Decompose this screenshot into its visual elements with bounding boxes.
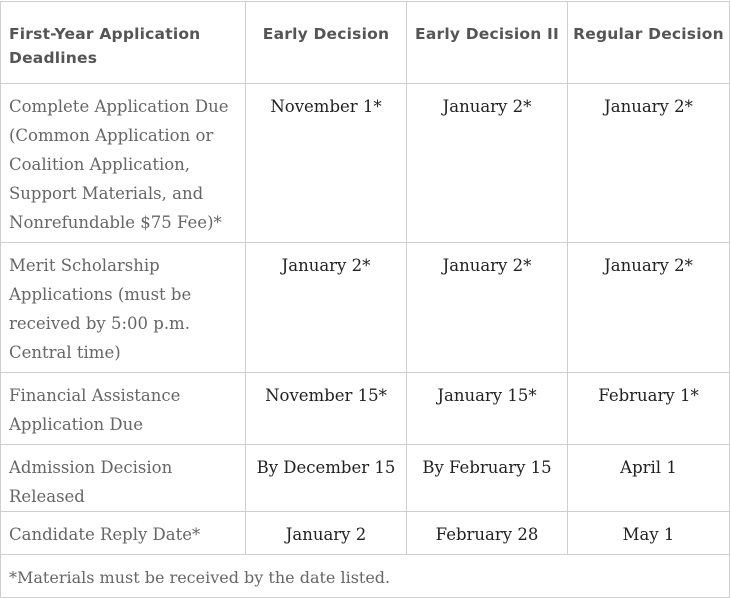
cell-early-decision: November 1*: [246, 84, 407, 243]
cell-regular-decision: January 2*: [568, 84, 730, 243]
row-label: Financial Assistance Application Due: [1, 373, 246, 445]
cell-regular-decision: April 1: [568, 445, 730, 512]
cell-early-decision: By December 15: [246, 445, 407, 512]
cell-early-decision: November 15*: [246, 373, 407, 445]
cell-early-decision-2: January 15*: [407, 373, 568, 445]
cell-early-decision-2: January 2*: [407, 243, 568, 373]
header-regular-decision: Regular Decision: [568, 2, 730, 84]
table-row: [1, 84, 730, 243]
footnote-row: [1, 555, 730, 598]
deadlines-table: [0, 1, 730, 598]
header-deadlines: First-Year Application Deadlines: [1, 2, 246, 84]
table-row: [1, 512, 730, 555]
table-row: [1, 445, 730, 512]
table-row: [1, 243, 730, 373]
row-label: Complete Application Due (Common Application or Coalition Application, Support Materials, and Nonrefundable $75 Fee)*: [1, 84, 246, 243]
footnote: *Materials must be received by the date listed.: [1, 555, 730, 598]
cell-early-decision-2: January 2*: [407, 84, 568, 243]
cell-early-decision-2: February 28: [407, 512, 568, 555]
cell-early-decision: January 2: [246, 512, 407, 555]
table-row: [1, 373, 730, 445]
row-label: Candidate Reply Date*: [1, 512, 246, 555]
cell-regular-decision: January 2*: [568, 243, 730, 373]
cell-early-decision: January 2*: [246, 243, 407, 373]
cell-early-decision-2: By February 15: [407, 445, 568, 512]
header-early-decision: Early Decision: [246, 2, 407, 84]
header-early-decision-2: Early Decision II: [407, 2, 568, 84]
row-label: Admission Decision Released: [1, 445, 246, 512]
row-label: Merit Scholarship Applications (must be received by 5:00 p.m. Central time): [1, 243, 246, 373]
cell-regular-decision: May 1: [568, 512, 730, 555]
cell-regular-decision: February 1*: [568, 373, 730, 445]
header-row: [1, 2, 730, 84]
